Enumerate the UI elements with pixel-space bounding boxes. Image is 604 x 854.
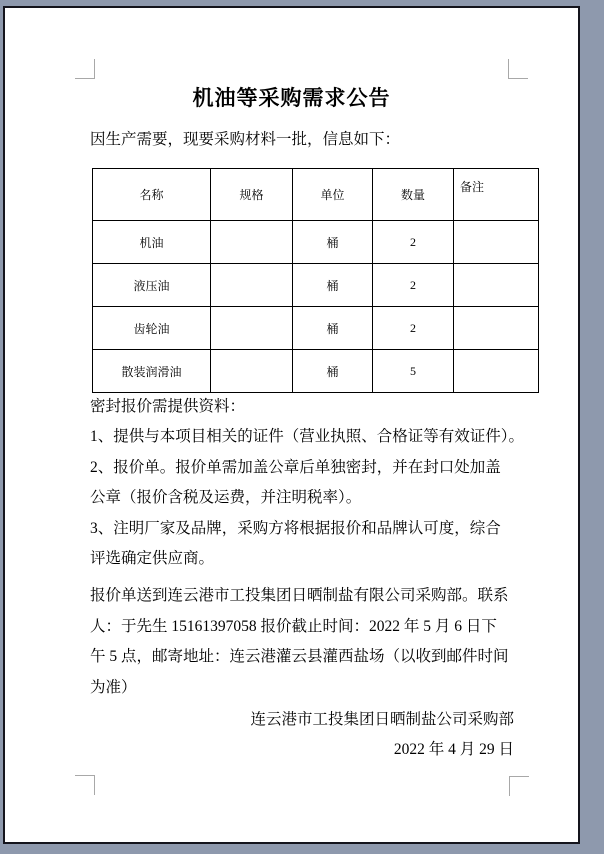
table-cell — [211, 264, 293, 307]
table-row — [93, 264, 539, 307]
table-cell: 散装润滑油 — [93, 350, 211, 393]
text-line: 评选确定供应商。 — [90, 550, 215, 568]
text-line: 3、注明厂家及品牌，采购方将根据报价和品牌认可度，综合 — [90, 519, 501, 537]
text-line: 午 5 点，邮寄地址：连云港灌云县灌西盐场（以收到邮件时间 — [90, 648, 509, 666]
text-line: 2、报价单。报价单需加盖公章后单独密封，并在封口处加盖 — [90, 458, 501, 476]
margin-crop-mark-bottom-right — [509, 776, 529, 796]
items-table — [92, 168, 539, 393]
text-line: 人：于先生 15161397058 报价截止时间：2022 年 5 月 6 日下 — [90, 617, 497, 635]
text-line: 公章（报价含税及运费，并注明税率）。 — [90, 489, 362, 507]
table-cell: 桶 — [293, 350, 373, 393]
notes — [90, 392, 540, 703]
table-row — [93, 221, 539, 264]
text-line: 为准） — [90, 678, 137, 696]
table-cell: 齿轮油 — [93, 307, 211, 350]
table-cell — [211, 307, 293, 350]
table-cell: 桶 — [293, 264, 373, 307]
text-line: 报价单送到连云港市工投集团日晒制盐有限公司采购部。联系 — [90, 587, 509, 605]
table-cell: 2 — [373, 221, 454, 264]
text-line: 密封报价需提供资料： — [90, 398, 246, 415]
table-row — [93, 307, 539, 350]
column-header: 名称 — [93, 169, 211, 221]
table-cell: 2 — [373, 307, 454, 350]
table-cell: 桶 — [293, 307, 373, 350]
margin-crop-mark-top-right — [508, 59, 528, 79]
page-title: 机油等采购需求公告 — [192, 86, 391, 110]
column-header: 数量 — [373, 169, 454, 221]
table-cell: 2 — [373, 264, 454, 307]
margin-crop-mark-top-left — [75, 59, 95, 79]
table-cell — [454, 221, 539, 264]
margin-crop-mark-bottom-left — [75, 775, 95, 795]
table-cell — [211, 221, 293, 264]
table-cell: 桶 — [293, 221, 373, 264]
table-cell — [454, 307, 539, 350]
text-line: 连云港市工投集团日晒制盐公司采购部 — [250, 711, 514, 728]
text-line: 1、提供与本项目相关的证件（营业执照、合格证等有效证件）。 — [90, 428, 525, 446]
table-cell — [211, 350, 293, 393]
signature-block — [90, 705, 514, 766]
table-cell: 5 — [373, 350, 454, 393]
table-row — [93, 350, 539, 393]
table-cell — [454, 264, 539, 307]
table-header-row — [93, 169, 539, 221]
document-page — [3, 6, 580, 844]
column-header: 规格 — [211, 169, 293, 221]
column-header: 备注 — [454, 169, 539, 221]
column-header: 单位 — [293, 169, 373, 221]
text-line: 2022 年 4 月 29 日 — [393, 741, 514, 759]
table-cell — [454, 350, 539, 393]
table-cell: 机油 — [93, 221, 211, 264]
table-cell: 液压油 — [93, 264, 211, 307]
intro-paragraph: 因生产需要，现要采购材料一批，信息如下： — [90, 131, 401, 148]
